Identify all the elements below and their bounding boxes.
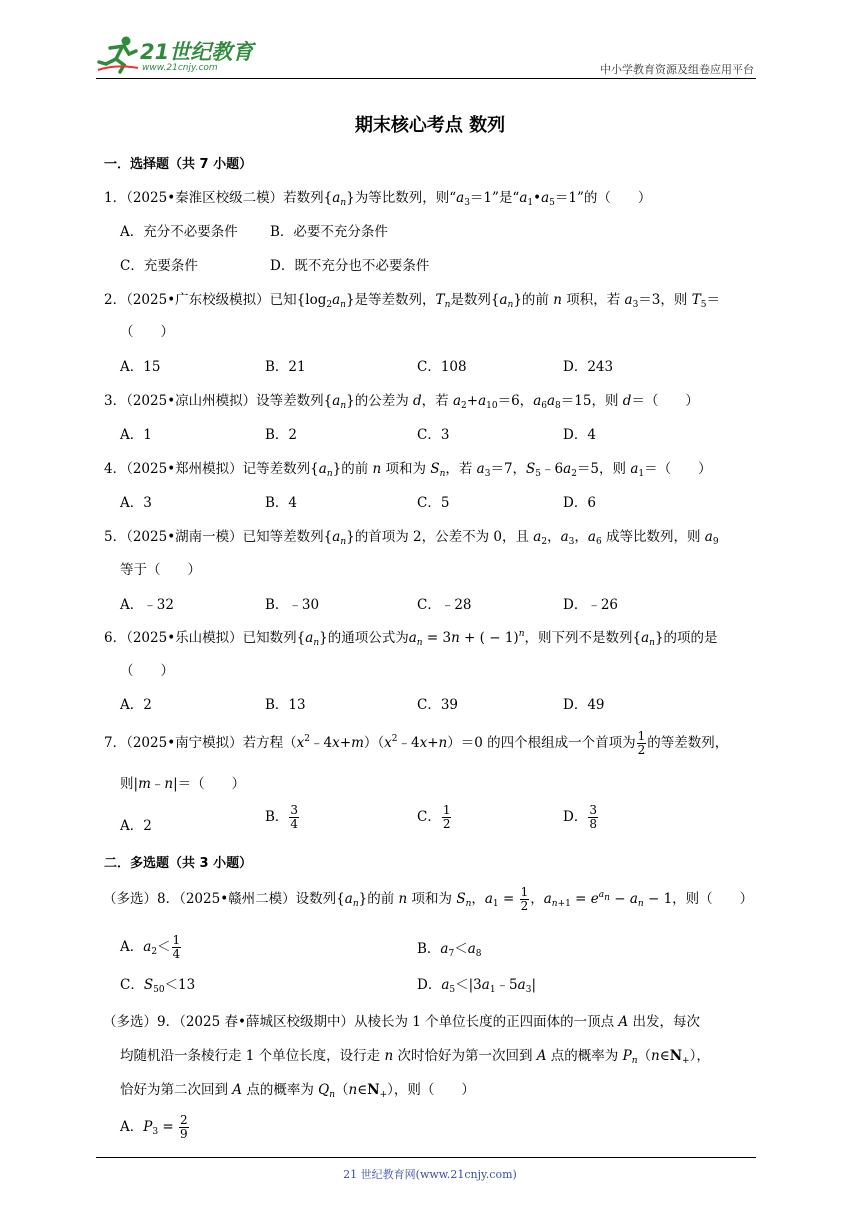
q6-paren: （ ） [120,663,174,679]
q3-option-d[interactable]: D．4 [563,427,596,443]
q9-line2: 均随机沿一条棱行走 1 个单位长度，设行走 n 次时恰好为第一次回到 A 点的概率为 $P_n(n\in N_+)$， [120,1048,710,1066]
site-logo [96,34,266,76]
platform-name: 中小学教育资源及组卷应用平台 [600,63,754,76]
section-heading-multi: 二．多选题（共 3 小题） [104,856,253,871]
q2-option-d[interactable]: D．243 [563,359,614,375]
q4-option-c[interactable]: C．5 [417,495,450,511]
q2-option-b[interactable]: B．21 [265,359,306,375]
q8-option-c[interactable]: C．$S_{50}<13$ [120,977,196,995]
logo-text: 21世纪教育 [140,40,254,64]
q8-option-d[interactable]: D．$a_5<|3a_1﹣5a_3|$ [417,977,537,995]
q4-option-d[interactable]: D．6 [563,495,596,511]
q8-option-a[interactable]: A．$a_2<$ $\frac{1}{4}$ [120,933,181,961]
logo-url: www.21cnjy.com [142,63,218,73]
q2-option-c[interactable]: C．108 [417,359,467,375]
question-6: 6．（2025•乐山模拟）已知数列$\{a_n\}$的通项公式为$a_n = 3n$ + ( − 1)$^n$，则下列不是数列$\{a_n\}$的项的是 [104,629,718,648]
q1-option-d[interactable]: D．既不充分也不必要条件 [270,258,430,274]
runner-icon [96,34,140,74]
q5-option-a[interactable]: A．﹣32 [120,597,174,613]
section-heading-choice: 一．选择题（共 7 小题） [104,157,253,172]
q3-option-c[interactable]: C．3 [417,427,450,443]
question-2: 2．（2025•广东校级模拟）已知$\{\log_2a_n\}$是等差数列，$T_n$是数列$\{a_n\}$的前 n 项积，若 $a_3=3$，则 $T_5=$ [104,292,720,310]
q5-option-b[interactable]: B．﹣30 [265,597,320,613]
q1-option-a[interactable]: A．充分不必要条件 [120,224,238,240]
q7-option-a[interactable]: A．2 [120,818,152,834]
q7-option-c[interactable]: C． $\frac{1}{2}$ [417,803,451,831]
q4-option-a[interactable]: A．3 [120,495,152,511]
footer-divider [96,1157,756,1158]
question-9: （多选）9．（2025 春•薛城区校级期中）从棱长为 1 个单位长度的正四面体的一顶点 A 出发，每次 [103,1014,700,1030]
q3-option-a[interactable]: A．1 [120,427,152,443]
footer-text: 21 世纪教育网(www.21cnjy.com) [343,1168,517,1181]
q5-option-d[interactable]: D．﹣26 [563,597,619,613]
q5-option-c[interactable]: C．﹣28 [417,597,472,613]
q5-line2: 等于（ ） [120,562,201,578]
q1-option-c[interactable]: C．充要条件 [120,258,198,274]
question-4: 4．（2025•郑州模拟）记等差数列$\{a_n\}$的前 n 项和为 $S_n$，若 $a_3=7$，$S_5﹣6a_2=5$，则 $a_1=$（ ） [104,461,712,479]
q6-option-a[interactable]: A．2 [120,697,152,713]
question-5: 5．（2025•湖南一模）已知等差数列$\{a_n\}$的首项为 2，公差不为 0，且 $a_2$，$a_3$，$a_6$ 成等比数列，则 $a_9$ [104,529,719,547]
q6-option-d[interactable]: D．49 [563,697,605,713]
page-title: 期末核心考点 数列 [354,115,506,136]
q7-line2: 则|m﹣n|＝（ ） [120,776,246,792]
q9-line3: 恰好为第二次回到 A 点的概率为 $Q_n(n\in N_+)$，则（ ） [120,1082,475,1100]
q2-paren: （ ） [120,324,174,340]
q7-option-d[interactable]: D． $\frac{3}{8}$ [563,803,597,831]
q8-option-b[interactable]: B．$a_7<a_8$ [417,941,482,959]
q2-option-a[interactable]: A．15 [120,359,161,375]
question-3: 3．（2025•凉山州模拟）设等差数列$\{a_n\}$的公差为 d，若 $a_2+a_{10}=6$，$a_6a_8=15$，则 d＝（ ） [104,393,699,411]
page-header [96,34,756,79]
q6-option-b[interactable]: B．13 [265,697,306,713]
question-8: （多选）8．（2025•赣州二模）设数列$\{a_n\}$的前 n 项和为 $S_n$，$a_1$ = $\frac{1}{2}$ ，$a_{n+1} = e^{a_n} - a_n - 1$，则（ ） [103,885,754,913]
q1-option-b[interactable]: B．必要不充分条件 [270,224,388,240]
q7-option-b[interactable]: B． $\frac{3}{4}$ [265,803,299,831]
q4-option-b[interactable]: B．4 [265,495,298,511]
q3-option-b[interactable]: B．2 [265,427,298,443]
q6-option-c[interactable]: C．39 [417,697,459,713]
q9-option-a[interactable]: A．$P_3$ = $\frac{2}{9}$ [120,1113,188,1141]
question-7: 7．（2025•南宁模拟）若方程$(x^2﹣4x+m)(x^2﹣4x+n)=0$ 的四个根组成一个首项为 $\frac{1}{2}$ 的等差数列， [104,729,729,757]
question-1: 1．（2025•秦淮区校级二模）若数列$\{a_n\}$为等比数列，则“$a_3=1$”是“$a_1•a_5=1$”的（ ） [104,190,652,208]
